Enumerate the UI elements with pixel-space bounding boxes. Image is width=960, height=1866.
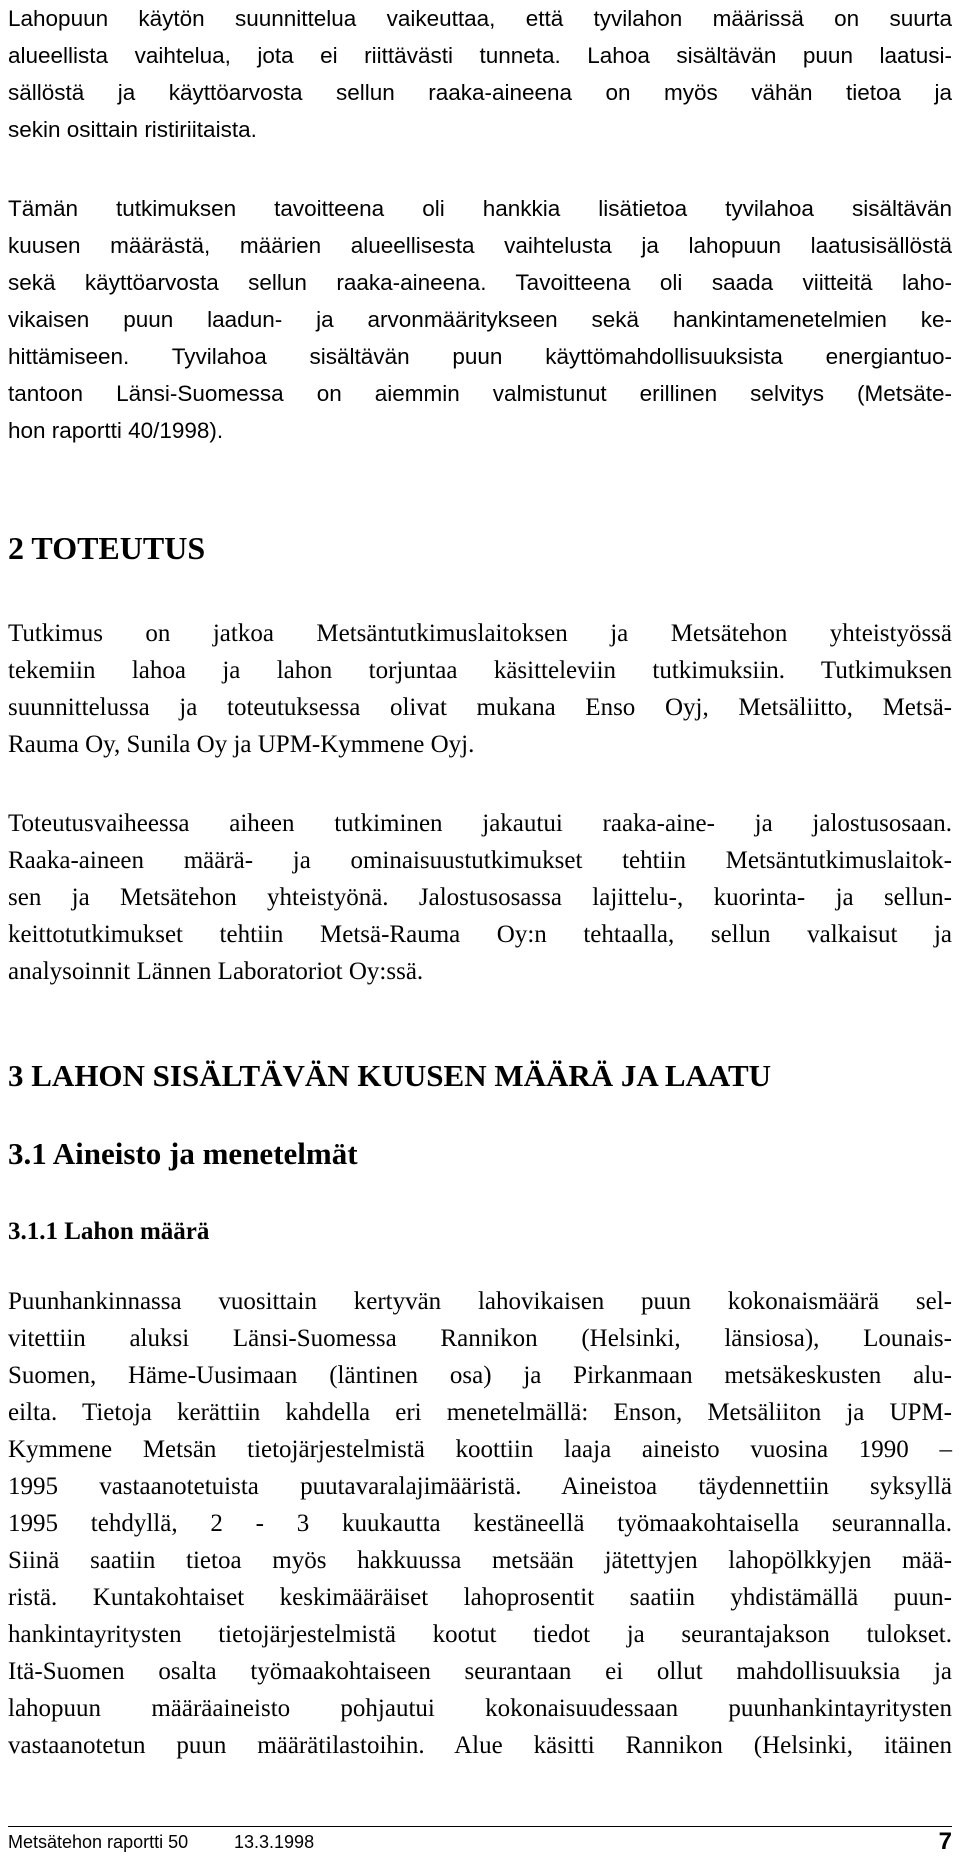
text-line: hittämiseen. Tyvilahoa sisältävän puun käyttömahdollisuuksista energiantuo- bbox=[8, 344, 952, 369]
section-heading: 3 LAHON SISÄLTÄVÄN KUUSEN MÄÄRÄ JA LAATU bbox=[8, 1058, 772, 1093]
text-line: sekä käyttöarvosta sellun raaka-aineena. Tavoitteena oli saada viitteitä laho- bbox=[8, 270, 952, 295]
footer-date: 13.3.1998 bbox=[234, 1832, 315, 1852]
section-3-paragraph bbox=[8, 1283, 952, 1764]
text-line: vastaanotetun puun määrätilastoihin. Alue käsitti Rannikon (Helsinki, itäinen bbox=[8, 1732, 952, 1759]
text-line: 1995 vastaanotetuista puutavaralajimääristä. Aineistoa täydennettiin syksyllä bbox=[8, 1473, 952, 1500]
text-line: Rauma Oy, Sunila Oy ja UPM-Kymmene Oyj. bbox=[8, 731, 475, 758]
footer-report-title: Metsätehon raportti 50 bbox=[8, 1832, 189, 1852]
text-line: vitettiin aluksi Länsi-Suomessa Rannikon (Helsinki, länsiosa), Lounais- bbox=[8, 1325, 952, 1352]
text-line: vikaisen puun laadun- ja arvonmääritykseen sekä hankintamenetelmien ke- bbox=[8, 307, 952, 332]
text-line: hankintayritysten tietojärjestelmistä kootut tiedot ja seurantajakson tulokset. bbox=[8, 1621, 952, 1648]
text-line: ristä. Kuntakohtaiset keskimääräiset lahoprosentit saatiin yhdistämällä puun- bbox=[8, 1584, 952, 1611]
text-line: sekin osittain ristiriitaista. bbox=[8, 117, 257, 142]
text-line: keittotutkimukset tehtiin Metsä-Rauma Oy:n tehtaalla, sellun valkaisut ja bbox=[8, 921, 952, 948]
text-line: Lahopuun käytön suunnittelua vaikeuttaa, että tyvilahon määrissä on suurta bbox=[8, 6, 952, 31]
text-line: tekemiin lahoa ja lahon torjuntaa käsitteleviin tutkimuksiin. Tutkimuksen bbox=[8, 657, 952, 684]
subsection-heading: 3.1 Aineisto ja menetelmät bbox=[8, 1136, 358, 1171]
page-number: 7 bbox=[938, 1828, 952, 1855]
text-line: eilta. Tietoja kerättiin kahdella eri menetelmällä: Enson, Metsäliiton ja UPM- bbox=[8, 1399, 952, 1426]
text-line: tantoon Länsi-Suomessa on aiemmin valmistunut erillinen selvitys (Metsäte- bbox=[8, 381, 952, 406]
section-heading: 2 TOTEUTUS bbox=[8, 530, 206, 566]
text-line: alueellista vaihtelua, jota ei riittävästi tunneta. Lahoa sisältävän puun laatusi- bbox=[8, 43, 952, 68]
subsubsection-heading: 3.1.1 Lahon määrä bbox=[8, 1218, 210, 1245]
text-line: sen ja Metsätehon yhteistyönä. Jalostusosassa lajittelu-, kuorinta- ja sellun- bbox=[8, 884, 952, 911]
text-line: Siinä saatiin tietoa myös hakkuussa metsään jätettyjen lahopölkkyjen mää- bbox=[8, 1547, 952, 1574]
text-line: lahopuun määräaineisto pohjautui kokonaisuudessaan puunhankintayritysten bbox=[8, 1695, 952, 1722]
text-line: hon raportti 40/1998). bbox=[8, 418, 224, 443]
text-line: analysoinnit Lännen Laboratoriot Oy:ssä. bbox=[8, 958, 424, 985]
text-line: Kymmene Metsän tietojärjestelmistä koottiin laaja aineisto vuosina 1990 – bbox=[8, 1436, 952, 1463]
text-line: Tämän tutkimuksen tavoitteena oli hankkia lisätietoa tyvilahoa sisältävän bbox=[8, 196, 952, 221]
text-line: kuusen määrästä, määrien alueellisesta vaihtelusta ja lahopuun laatusisällöstä bbox=[8, 233, 952, 258]
text-line: Itä-Suomen osalta työmaakohtaiseen seurantaan ei ollut mahdollisuuksia ja bbox=[8, 1658, 952, 1685]
footer-divider bbox=[8, 1826, 952, 1827]
text-line: Tutkimus on jatkoa Metsäntutkimuslaitoksen ja Metsätehon yhteistyössä bbox=[8, 620, 952, 647]
text-line: sällöstä ja käyttöarvosta sellun raaka-aineena on myös vähän tietoa ja bbox=[8, 80, 952, 105]
section-2-paragraph-1 bbox=[8, 615, 952, 763]
text-line: Raaka-aineen määrä- ja ominaisuustutkimukset tehtiin Metsäntutkimuslaitok- bbox=[8, 847, 952, 874]
intro-paragraph bbox=[8, 0, 952, 148]
text-line: Suomen, Häme-Uusimaan (läntinen osa) ja Pirkanmaan metsäkeskusten alu- bbox=[8, 1362, 952, 1389]
text-line: 1995 tehdyllä, 2 - 3 kuukautta kestäneellä työmaakohtaisella seurannalla. bbox=[8, 1510, 952, 1537]
objective-paragraph bbox=[8, 190, 952, 449]
text-line: suunnittelussa ja toteutuksessa olivat mukana Enso Oyj, Metsäliitto, Metsä- bbox=[8, 694, 952, 721]
section-2-paragraph-2 bbox=[8, 805, 952, 990]
text-line: Toteutusvaiheessa aiheen tutkiminen jakautui raaka-aine- ja jalostusosaan. bbox=[8, 810, 952, 837]
text-line: Puunhankinnassa vuosittain kertyvän lahovikaisen puun kokonaismäärä sel- bbox=[8, 1288, 952, 1315]
